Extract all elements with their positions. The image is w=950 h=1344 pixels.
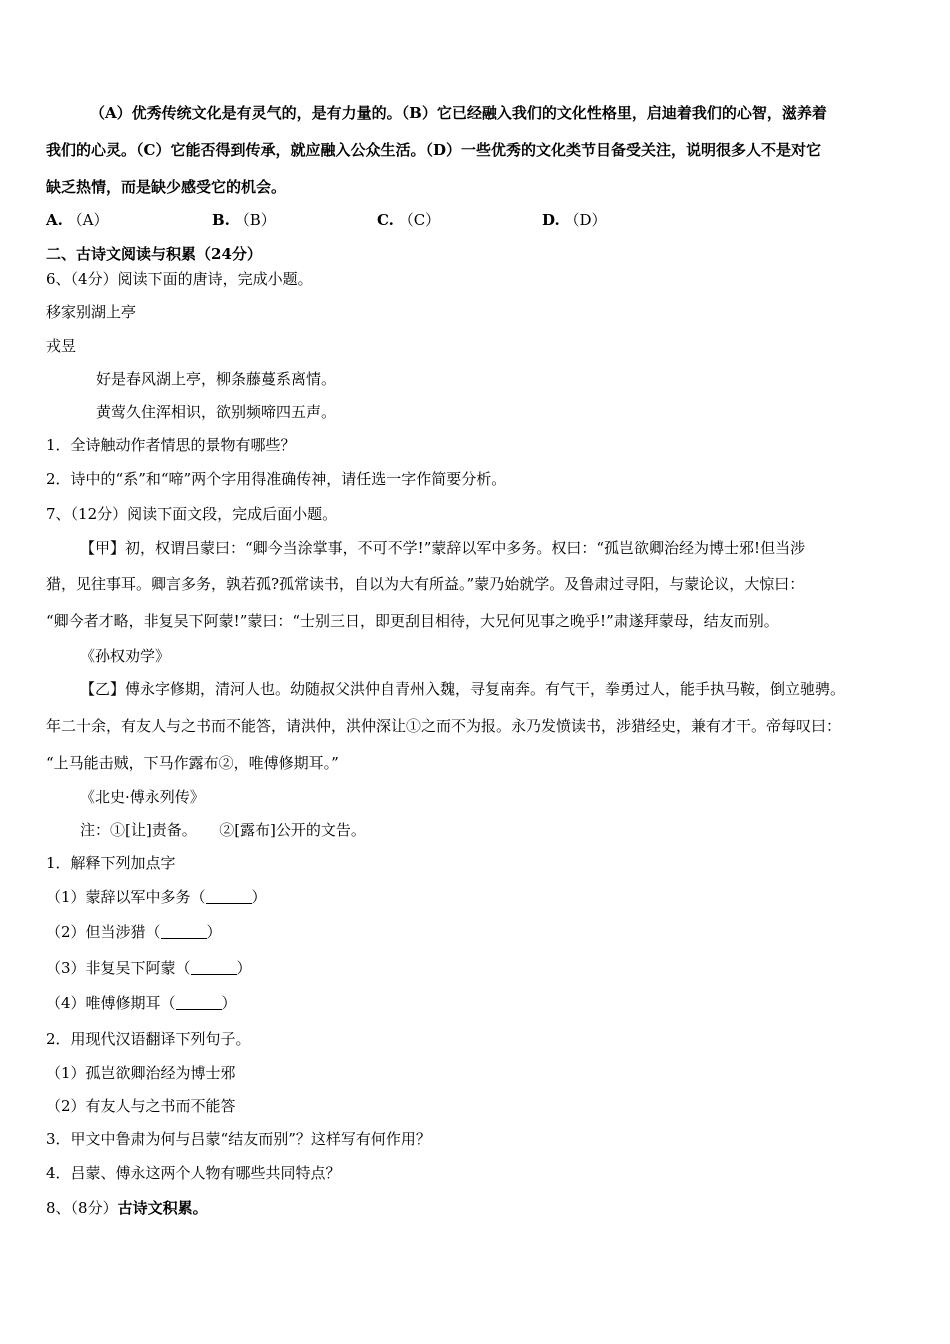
passage-yi-source: 《北史·傅永列传》	[80, 788, 205, 806]
translate-item-2: （2）有友人与之书而不能答	[46, 1097, 236, 1115]
answer-blank-2[interactable]	[161, 924, 207, 939]
poem-title: 移家别湖上亭	[46, 303, 137, 321]
q7-subquestion-2: 2．用现代汉语翻译下列句子。	[46, 1030, 251, 1048]
q6-stem: 6、（4分）阅读下面的唐诗，完成小题。	[46, 270, 313, 288]
word-item-1	[46, 886, 267, 908]
q5-paragraph-line-2: 我们的心灵。（C）它能否得到传承，就应融入公众生活。（D）一些优秀的文化类节目备受关注，说明很多人不是对它	[46, 141, 821, 159]
passage-jia-source: 《孙权劝学》	[80, 647, 171, 665]
q8-stem	[46, 1197, 208, 1219]
poem-verse-2: 黄莺久住浑相识，欲别频啼四五声。	[96, 403, 337, 421]
word-item-4	[46, 992, 237, 1014]
word-item-2-end: ）	[206, 923, 222, 941]
section-heading: 二、古诗文阅读与积累（24分）	[46, 245, 262, 263]
passage-jia-line-2: 猎，见往事耳。卿言多务，孰若孤?孤常读书，自以为大有所益。”蒙乃始就学。及鲁肃过寻阳，与蒙论议，大惊曰：	[46, 575, 805, 593]
option-a-text: （A）	[67, 211, 109, 229]
q7-stem: 7、（12分）阅读下面文段，完成后面小题。	[46, 505, 338, 523]
option-c-text: （C）	[398, 211, 441, 229]
option-d-label: D.	[542, 211, 560, 229]
q5-paragraph-line-1: （A）优秀传统文化是有灵气的，是有力量的。（B）它已经融入我们的文化性格里，启迪着我们的心智，滋养着	[90, 104, 827, 122]
word-item-4-end: ）	[221, 994, 237, 1012]
poem-verse-1: 好是春风湖上亭，柳条藤蔓系离情。	[96, 370, 337, 388]
q7-subquestion-4: 4．吕蒙、傅永这两个人物有哪些共同特点？	[46, 1164, 341, 1182]
word-item-2	[46, 921, 222, 943]
word-item-3-end: ）	[236, 959, 252, 977]
q7-subquestion-3: 3．甲文中鲁肃为何与吕蒙“结友而别”？这样写有何作用？	[46, 1130, 431, 1148]
word-item-3	[46, 957, 252, 979]
annotation-note: 注：①[让]责备。 ②[露布]公开的文告。	[80, 821, 366, 839]
word-item-1-end: ）	[251, 888, 267, 906]
option-d-text: （D）	[564, 211, 607, 229]
passage-yi-line-2: 年二十余，有友人与之书而不能答，请洪仲，洪仲深让①之而不为报。永乃发愤读书，涉猎经史，兼有才干。帝每叹曰：	[46, 717, 842, 735]
q5-paragraph-line-3: 缺乏热情，而是缺少感受它的机会。	[46, 178, 287, 196]
poem-author: 戎昱	[46, 337, 77, 355]
option-b-text: （B）	[234, 211, 276, 229]
option-d[interactable]	[542, 209, 607, 231]
option-c[interactable]	[377, 209, 440, 231]
passage-jia-line-3: “卿今者才略，非复吴下阿蒙!”蒙曰：“士别三日，即更刮目相待，大兄何见事之晚乎!”肃遂拜蒙母，结友而别。	[46, 612, 779, 630]
option-b[interactable]	[212, 209, 276, 231]
passage-yi-line-1: 【乙】傅永字修期，清河人也。幼随叔父洪仲自青州入魏，寻复南奔。有气干，拳勇过人，能手执马鞍，倒立驰骋。	[80, 680, 846, 698]
q8-title: 古诗文积累。	[117, 1199, 208, 1217]
answer-blank-3[interactable]	[191, 960, 237, 975]
q8-prefix: 8、（8分）	[46, 1199, 118, 1217]
answer-blank-4[interactable]	[176, 995, 222, 1010]
q6-subquestion-2: 2．诗中的“系”和“啼”两个字用得准确传神，请任选一字作简要分析。	[46, 470, 507, 488]
passage-jia-line-1: 【甲】初，权谓吕蒙曰：“卿今当涂掌事，不可不学!”蒙辞以军中多务。权曰：“孤岂欲卿治经为博士邪!但当涉	[80, 539, 806, 557]
q7-subquestion-1: 1．解释下列加点字	[46, 854, 176, 872]
passage-yi-line-3: “上马能击贼，下马作露布②，唯傅修期耳。”	[46, 754, 339, 772]
option-b-label: B.	[212, 211, 230, 229]
option-c-label: C.	[377, 211, 394, 229]
translate-item-1: （1）孤岂欲卿治经为博士邪	[46, 1064, 236, 1082]
option-a[interactable]	[46, 209, 109, 231]
word-item-2-text: （2）但当涉猎（	[46, 923, 161, 941]
word-item-4-text: （4）唯傅修期耳（	[46, 994, 176, 1012]
q6-subquestion-1: 1．全诗触动作者情思的景物有哪些？	[46, 436, 296, 454]
word-item-1-text: （1）蒙辞以军中多务（	[46, 888, 206, 906]
option-a-label: A.	[46, 211, 63, 229]
answer-blank-1[interactable]	[206, 889, 252, 904]
word-item-3-text: （3）非复吴下阿蒙（	[46, 959, 191, 977]
